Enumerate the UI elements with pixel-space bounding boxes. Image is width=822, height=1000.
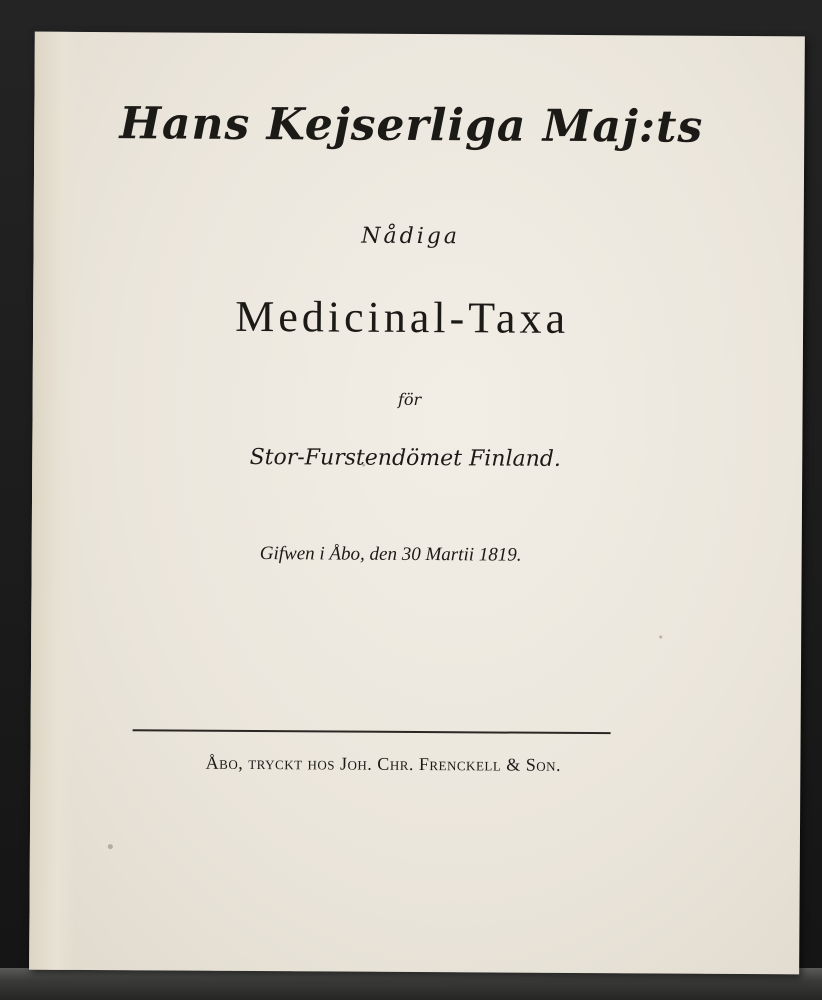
date-line: Gifwen i Åbo, den 30 Martii 1819. [259, 543, 522, 566]
horizontal-rule [133, 729, 611, 734]
document-title: Hans Kejserliga Maj:ts [119, 98, 704, 153]
printer-imprint: Åbo, tryckt hos Joh. Chr. Frenckell & Son. [205, 752, 562, 775]
document-subtitle: Nådiga [361, 223, 461, 250]
paper-stain [108, 844, 113, 849]
paper-stain [362, 464, 365, 467]
document-page [29, 32, 805, 975]
paper-stain [659, 635, 662, 638]
preposition-text: för [397, 389, 422, 410]
main-heading: Medicinal-Taxa [235, 291, 570, 343]
region-text: Stor-Furstendömet Finland. [249, 444, 561, 472]
